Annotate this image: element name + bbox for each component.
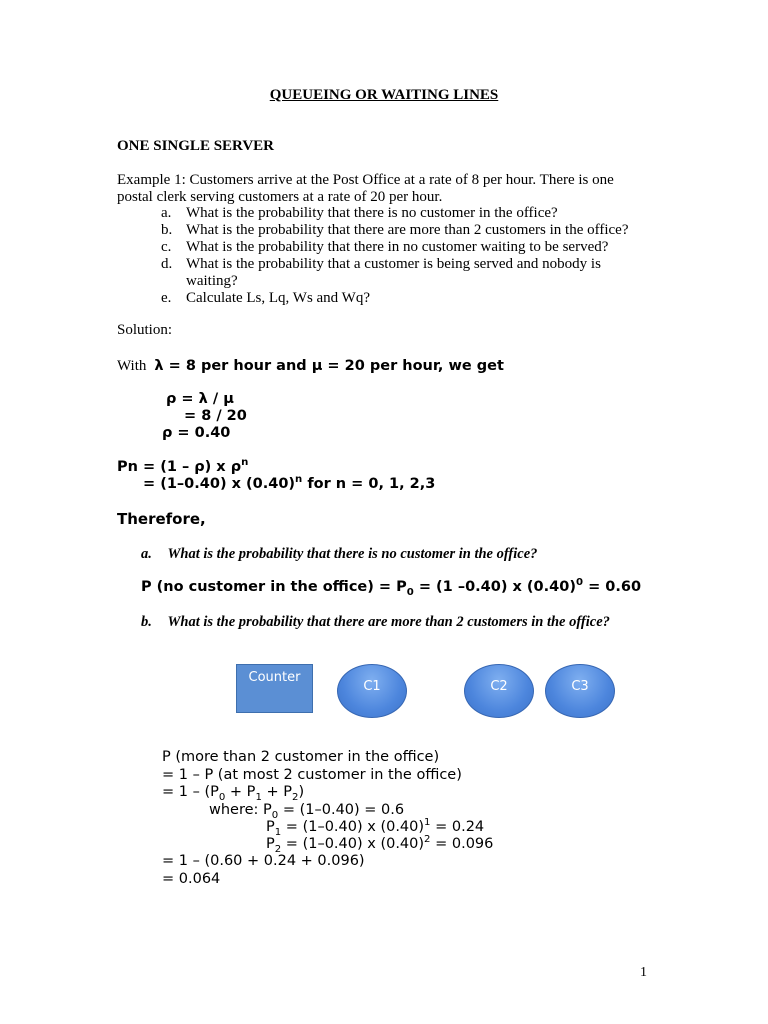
question-item: a. What is the probability that there is no customer in the office? xyxy=(161,205,558,221)
calc-line-7: = 1 – (0.60 + 0.24 + 0.096) xyxy=(162,853,365,869)
page-title: QUEUEING OR WAITING LINES xyxy=(269,87,499,103)
rho-definition: ρ = λ / μ xyxy=(166,391,234,407)
pn-substituted: = (1–0.40) x $(0.40)^n$ for n = 0, 1, 2,3 xyxy=(143,474,436,492)
section-heading: ONE SINGLE SERVER xyxy=(117,138,275,154)
solution-label: Solution: xyxy=(117,322,173,338)
question-item: d. What is the probability that a customer is being served and nobody is waiting? xyxy=(161,256,601,289)
customer-c1: C1 xyxy=(337,664,407,718)
rho-substitution: = 8 / 20 xyxy=(184,408,247,424)
therefore-label: Therefore, xyxy=(117,510,206,528)
calc-line-3: = $1 - (P_0 + P_1 + P_2)$ xyxy=(162,784,305,803)
calc-line-2: = 1 – P (at most 2 customer in the office) xyxy=(162,767,462,783)
calc-line-result: = 0.064 xyxy=(162,871,221,887)
rho-result: ρ = 0.40 xyxy=(162,425,231,441)
customer-c3: C3 xyxy=(545,664,615,718)
question-item: b. What is the probability that there are more than 2 customers in the office? xyxy=(161,222,629,238)
question-b-repeat: b. What is the probability that there are more than 2 customers in the office? xyxy=(141,614,610,630)
counter-box: Counter xyxy=(236,664,313,713)
calc-line-p2: $P_2 = (1-0.40)$ x $(0.40)^2 = 0.096$ xyxy=(266,834,494,855)
example-line-1: Example 1: Customers arrive at the Post Office at a rate of 8 per hour. There is one xyxy=(117,172,614,188)
question-item: e. Calculate Ls, Lq, Ws and Wq? xyxy=(161,290,370,306)
example-line-2: postal clerk serving customers at a rate of 20 per hour. xyxy=(117,189,443,205)
given-rates-line: With λ = 8 per hour and μ = 20 per hour, we get xyxy=(117,358,504,374)
question-list xyxy=(141,205,629,307)
calc-line-p1: $P_1 = (1-0.40)$ x $(0.40)^1 = 0.24$ xyxy=(266,817,485,838)
pn-formula: Pn = (1 – ρ) x $\rho^n$ xyxy=(117,457,249,475)
question-item: c. What is the probability that there in no customer waiting to be served? xyxy=(161,239,609,255)
question-a-repeat: a. What is the probability that there is no customer in the office? xyxy=(141,546,538,562)
calc-line-p0: where: $P_0 = (1-0.40) = 0.6$ xyxy=(209,802,405,821)
answer-a: P (no customer in the office) = $P_0 = (1$ –0.40) x $(0.40)^0 = 0.60$ xyxy=(141,577,642,598)
customer-c2: C2 xyxy=(464,664,534,718)
page-number: 1 xyxy=(640,965,647,980)
calc-line-1: P (more than 2 customer in the office) xyxy=(162,749,440,765)
